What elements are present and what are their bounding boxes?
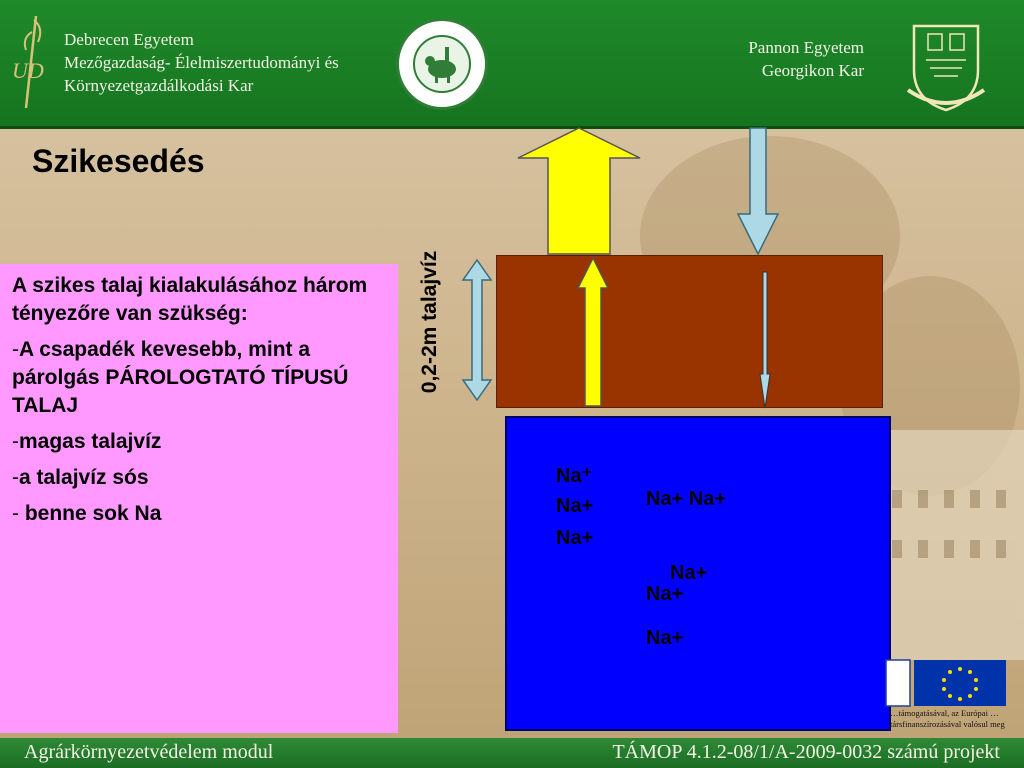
eu-flag-icon (884, 658, 1008, 708)
slide-title: Szikesedés (32, 143, 205, 179)
background-building (880, 430, 1024, 660)
left-institution-line-3: Környezetgazdálkodási Kar (64, 76, 254, 95)
infiltration-arrow-icon (758, 270, 772, 410)
evaporation-up-arrow-icon (514, 126, 644, 256)
left-institution-line-1: Debrecen Egyetem (64, 30, 194, 49)
ud-logo (8, 12, 50, 112)
conditions-panel (0, 264, 398, 733)
soil-layer (496, 255, 883, 408)
header-banner (0, 0, 1024, 129)
left-institution-line-2: Mezőgazdaság- Élelmiszertudományi és (64, 53, 339, 72)
depth-label: 0,2-2m talajvíz (418, 250, 441, 394)
logo-letters: UD (12, 58, 44, 83)
sodium-ion-label: Na+ (556, 527, 594, 549)
depth-range-double-arrow-icon (460, 258, 494, 402)
capillary-rise-arrow-icon (576, 256, 610, 408)
right-institution (724, 36, 864, 82)
panel-item: -a talajvíz sós (12, 466, 149, 489)
university-seal-icon (396, 18, 488, 110)
sodium-ion-label: Na+ (646, 583, 684, 605)
sodium-ion-label: Na+ (670, 562, 708, 584)
footer-module-name: Agrárkörnyezetvédelem modul (24, 741, 274, 763)
panel-item: -A csapadék kevesebb, mint a párolgás PÁROLOGTATÓ TÍPUSÚ TALAJ (12, 338, 349, 417)
footer-project-id: TÁMOP 4.1.2-08/1/A-2009-0032 számú projekt (612, 741, 1000, 763)
footer-bar (0, 738, 1024, 768)
left-institution (64, 28, 339, 97)
panel-item: - benne sok Na (12, 502, 162, 525)
panel-item: -magas talajvíz (12, 430, 162, 453)
right-institution-line-1: Pannon Egyetem (748, 38, 864, 57)
sodium-ion-label: Na+ Na+ (646, 488, 727, 510)
pannon-crest-icon (906, 20, 986, 112)
sodium-ion-label: Na+ (646, 627, 684, 649)
sodium-ion-label: Na⁺ (556, 465, 593, 487)
sodium-ion-label: Na+ (556, 495, 594, 517)
panel-intro: A szikes talaj kialakulásához három tényezőre van szükség: (12, 274, 368, 325)
right-institution-line-2: Georgikon Kar (761, 61, 864, 80)
precipitation-down-arrow-icon (736, 126, 780, 256)
eu-funding-notice: …támogatásával, az Európai …társfinanszírozásával valósul meg (890, 708, 1005, 729)
